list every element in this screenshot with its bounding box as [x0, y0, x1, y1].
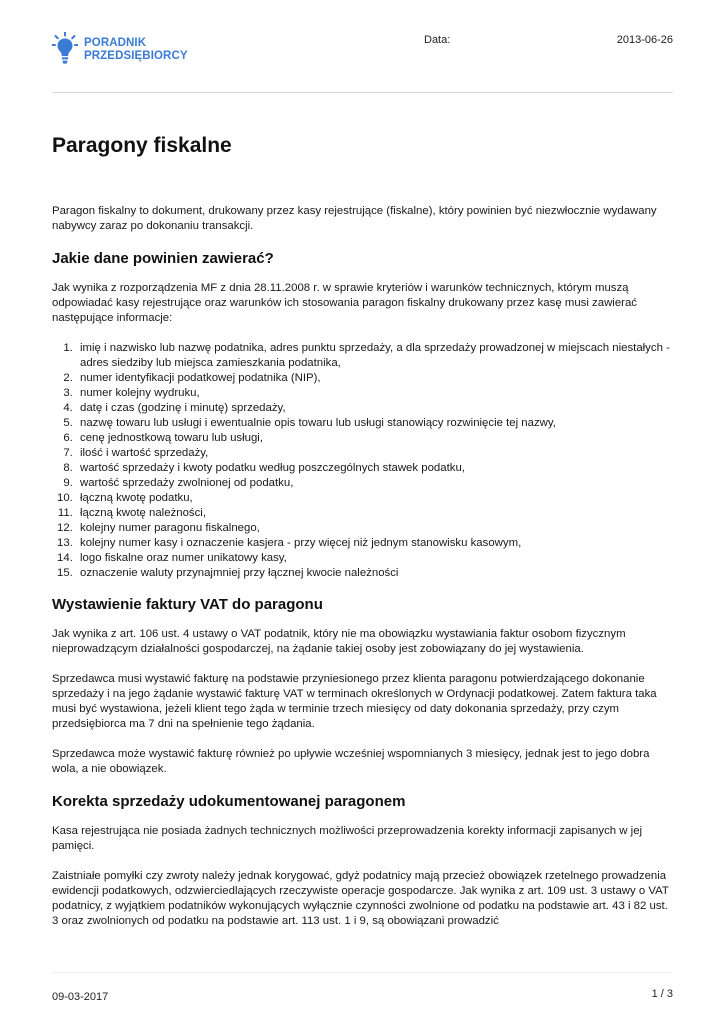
page-indicator: 1 / 3 [651, 988, 673, 1000]
logo-line1: PORADNIK [84, 37, 147, 49]
required-data-list [52, 341, 674, 581]
section-paragraph: Sprzedawca musi wystawić fakturę na podstawie przyniesionego przez klienta paragonu potwierdzającego dokonanie sprzedaży i na jego żądanie wystawić fakturę VAT w terminach określonych w Ordynacji podatkowej. Zatem faktura taka musi być wystawiona, jeżeli klient tego żąda w terminie trzech miesięcy od daty dokonania sprzedaży, przy czym przedsiębiorca ma 7 dni na spełnienie tego żądania. [52, 673, 657, 730]
date-label: Data: [424, 34, 451, 46]
list-item: 9. wartość sprzedaży zwolnionej od podatku, [76, 476, 674, 491]
logo-line2: PRZEDSIĘBIORCY [84, 50, 188, 62]
list-item: 7. ilość i wartość sprzedaży, [76, 446, 674, 461]
list-item: 8. wartość sprzedaży i kwoty podatku według poszczególnych stawek podatku, [76, 461, 674, 476]
section-paragraph: Sprzedawca może wystawić fakturę również po upływie wcześniej wspomnianych 3 miesięcy, jednak jest to jego dobra wola, a nie obowiązek. [52, 748, 650, 775]
list-item: 12. kolejny numer paragonu fiskalnego, [76, 521, 674, 536]
lightbulb-icon [52, 32, 78, 66]
logo[interactable] [52, 32, 188, 66]
section-paragraph: Jak wynika z art. 106 ust. 4 ustawy o VAT podatnik, który nie ma obowiązku wystawiania faktur osobom fizycznym nieprowadzącym działalności gospodarczej, na żądanie takiej osoby jest zobowiązany do jej wystawienia. [52, 628, 626, 655]
date-value: 2013-06-26 [616, 34, 673, 46]
list-item: 6. cenę jednostkową towaru lub usługi, [76, 431, 674, 446]
list-item: 1. imię i nazwisko lub nazwę podatnika, adres punktu sprzedaży, a dla sprzedaży prowadzonej w miejscach niestałych - adres siedziby lub miejsca zamieszkania podatnika, [76, 341, 674, 371]
section-heading-correction: Korekta sprzedaży udokumentowanej paragonem [52, 793, 406, 810]
intro-paragraph: Paragon fiskalny to dokument, drukowany przez kasy rejestrujące (fiskalne), który powinien być niezwłocznie wydawany nabywcy zaraz po dokonaniu transakcji. [52, 205, 657, 232]
list-item: 15. oznaczenie waluty przynajmniej przy łącznej kwocie należności [76, 566, 674, 581]
header-divider [52, 92, 673, 93]
article-body [52, 132, 674, 944]
list-item: 10. łączną kwotę podatku, [76, 491, 674, 506]
list-item: 11. łączną kwotę należności, [76, 506, 674, 521]
list-item: 4. datę i czas (godzinę i minutę) sprzedaży, [76, 401, 674, 416]
print-date: 09-03-2017 [52, 991, 109, 1003]
section-paragraph: Zaistniałe pomyłki czy zwroty należy jednak korygować, gdyż podatnicy mają przecież obowiązek rzetelnego prowadzenia ewidencji podatkowych, odzwierciedlających rzeczywiste operacje gospodarcze. Jak wynika z art. 109 ust. 3 ustawy o VAT podatnicy, z wyjątkiem podatników wykonujących wyłącznie czynności zwolnione od podatku na podstawie art. 43 i 82 ust. 3 oraz zwolnionych od podatku na podstawie art. 113 ust. 1 i 9, są obowiązani prowadzić [52, 870, 669, 927]
logo-wordmark [84, 37, 188, 63]
section-heading-contents: Jakie dane powinien zawierać? [52, 250, 274, 267]
list-item: 14. logo fiskalne oraz numer unikatowy kasy, [76, 551, 674, 566]
list-item: 3. numer kolejny wydruku, [76, 386, 674, 401]
list-item: 5. nazwę towaru lub usługi i ewentualnie opis towaru lub usługi stanowiący rozwinięcie tej nazwy, [76, 416, 674, 431]
page-title: Paragony fiskalne [52, 134, 232, 157]
list-item: 2. numer identyfikacji podatkowej podatnika (NIP), [76, 371, 674, 386]
footer-divider [52, 972, 673, 973]
section-paragraph: Jak wynika z rozporządzenia MF z dnia 28.11.2008 r. w sprawie kryteriów i warunków technicznych, którym muszą odpowiadać kasy rejestrujące oraz warunków ich stosowania paragon fiskalny drukowany przez kasę musi zawierać następujące informacje: [52, 282, 637, 324]
section-paragraph: Kasa rejestrująca nie posiada żadnych technicznych możliwości przeprowadzenia korekty informacji zapisanych w jej pamięci. [52, 825, 643, 852]
section-heading-vat-invoice: Wystawienie faktury VAT do paragonu [52, 596, 323, 613]
list-item: 13. kolejny numer kasy i oznaczenie kasjera - przy więcej niż jednym stanowisku kasowym, [76, 536, 674, 551]
